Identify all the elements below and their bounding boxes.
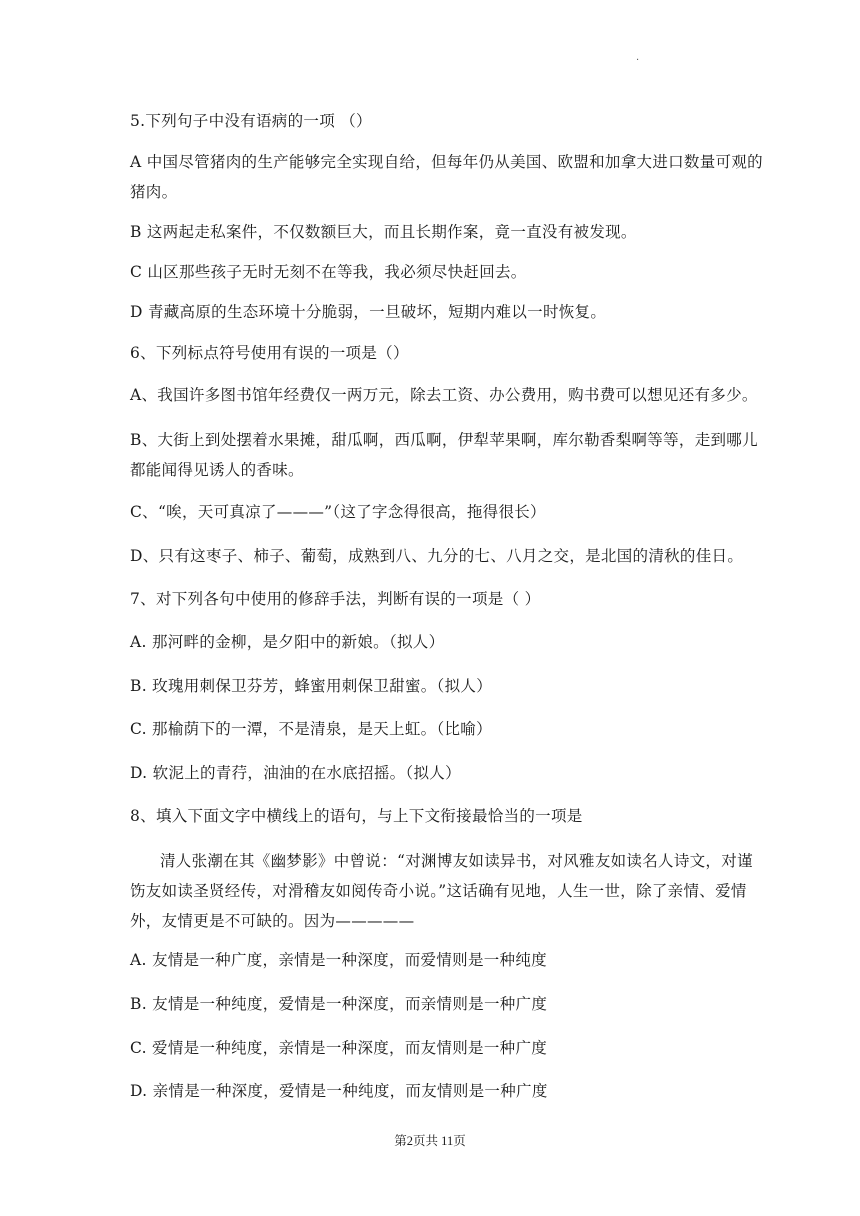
q5-option-a-line2: 猪肉。 bbox=[130, 183, 178, 201]
q7-option-c: C. 那榆荫下的一潭，不是清泉，是天上虹。（比喻） bbox=[130, 720, 492, 738]
q6-option-b-line1: B、大街上到处摆着水果摊，甜瓜啊，西瓜啊，伊犁苹果啊，库尔勒香梨啊等等，走到哪儿 bbox=[130, 431, 758, 449]
q6-option-b-line2: 都能闻得见诱人的香味。 bbox=[130, 461, 304, 479]
q5-option-c: C 山区那些孩子无时无刻不在等我，我必须尽快赶回去。 bbox=[130, 263, 527, 281]
page-footer: 第2页共 11页 bbox=[394, 1134, 466, 1148]
header-mark: . bbox=[636, 52, 640, 63]
q7-option-b: B. 玫瑰用刺保卫芬芳，蜂蜜用刺保卫甜蜜。（拟人） bbox=[130, 677, 492, 695]
q8-option-b: B. 友情是一种纯度，爱情是一种深度，而亲情则是一种广度 bbox=[130, 995, 548, 1013]
q5-option-a-line1: A 中国尽管猪肉的生产能够完全实现自给，但每年仍从美国、欧盟和加拿大进口数量可观的 bbox=[130, 153, 763, 171]
q8-passage-line2: 饬友如读圣贤经传，对滑稽友如阅传奇小说。”这话确有见地，人生一世，除了亲情、爱情 bbox=[130, 882, 747, 900]
q7-option-d: D. 软泥上的青荇，油油的在水底招摇。（拟人） bbox=[130, 764, 461, 782]
q6-option-c: C、“唉，天可真凉了———”（这了字念得很高，拖得很长） bbox=[130, 503, 546, 521]
q7-option-a: A. 那河畔的金柳，是夕阳中的新娘。（拟人） bbox=[130, 633, 445, 651]
question-5-stem: 5.下列句子中没有语病的一项 （） bbox=[130, 112, 372, 130]
q8-option-a: A. 友情是一种广度，亲情是一种深度，而爱情则是一种纯度 bbox=[130, 951, 547, 969]
q8-passage-line3: 外，友情更是不可缺的。因为————— bbox=[130, 912, 415, 930]
q6-option-d: D、只有这枣子、柿子、葡萄，成熟到八、九分的七、八月之交，是北国的清秋的佳日。 bbox=[130, 547, 744, 565]
question-7-stem: 7、对下列各句中使用的修辞手法，判断有误的一项是（ ） bbox=[130, 590, 541, 608]
q8-option-d: D. 亲情是一种深度，爱情是一种纯度，而友情则是一种广度 bbox=[130, 1082, 548, 1100]
q6-option-a: A、我国许多图书馆年经费仅一两万元，除去工资、办公费用，购书费可以想见还有多少。 bbox=[130, 386, 758, 404]
q8-passage-line1: 清人张潮在其《幽梦影》中曾说：“对渊博友如读异书，对风雅友如读名人诗文，对谨 bbox=[160, 852, 753, 870]
q5-option-b: B 这两起走私案件，不仅数额巨大，而且长期作案，竟一直没有被发现。 bbox=[130, 223, 637, 241]
question-8-stem: 8、填入下面文字中横线上的语句，与上下文衔接最恰当的一项是 bbox=[130, 807, 583, 825]
q5-option-d: D 青藏高原的生态环境十分脆弱，一旦破坏，短期内难以一时恢复。 bbox=[130, 303, 607, 321]
question-6-stem: 6、下列标点符号使用有误的一项是（） bbox=[130, 344, 409, 362]
q8-option-c: C. 爱情是一种纯度，亲情是一种深度，而友情则是一种广度 bbox=[130, 1039, 548, 1057]
